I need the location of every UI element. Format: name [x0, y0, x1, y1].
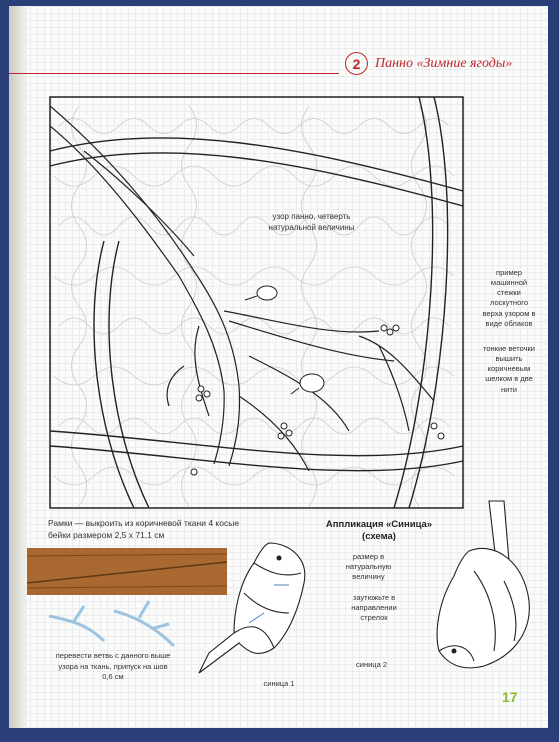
twigs-note: тонкие веточки вышить коричневым шелком в две нити	[483, 344, 535, 394]
frame-bands	[50, 97, 463, 508]
book-page	[9, 6, 548, 728]
quilting-pattern	[54, 106, 454, 506]
chapter-number: 2	[345, 52, 368, 75]
quilting-note: пример машинной стежки лоскутного верха узором в виде облаков	[482, 268, 536, 328]
page-number: 17	[502, 689, 518, 705]
chapter-title: Панно «Зимние ягоды»	[375, 55, 513, 71]
titmouse-2-scheme	[414, 491, 548, 691]
frames-caption: Рамки — выкроить из коричневой ткани 4 косые бейки размером 2,5 х 71,1 см	[48, 518, 240, 540]
twig-templates	[44, 596, 184, 656]
berries	[191, 325, 444, 475]
direction-note: заутюжьте в направлении стрелок	[351, 593, 397, 623]
applique-title: Аппликация «Синица» (схема)	[325, 519, 433, 543]
bird-2-label: синица 2	[356, 660, 387, 669]
titmouse-1-scheme	[179, 533, 329, 683]
chapter-header	[345, 52, 512, 75]
transfer-caption: перевести ветвь с данного выше узора на ткань, припуск на шов 0,6 см	[55, 651, 171, 681]
pattern-label: узор панно, четверть натуральной величины	[268, 212, 355, 232]
panel-birds	[245, 286, 324, 394]
size-note: размер в натуральную величину	[345, 552, 392, 582]
header-rule	[9, 73, 339, 74]
page-spine	[9, 6, 27, 728]
bird-1-label: синица 1	[263, 679, 295, 688]
pattern-panel	[49, 96, 464, 509]
branch-drawing	[50, 106, 434, 471]
